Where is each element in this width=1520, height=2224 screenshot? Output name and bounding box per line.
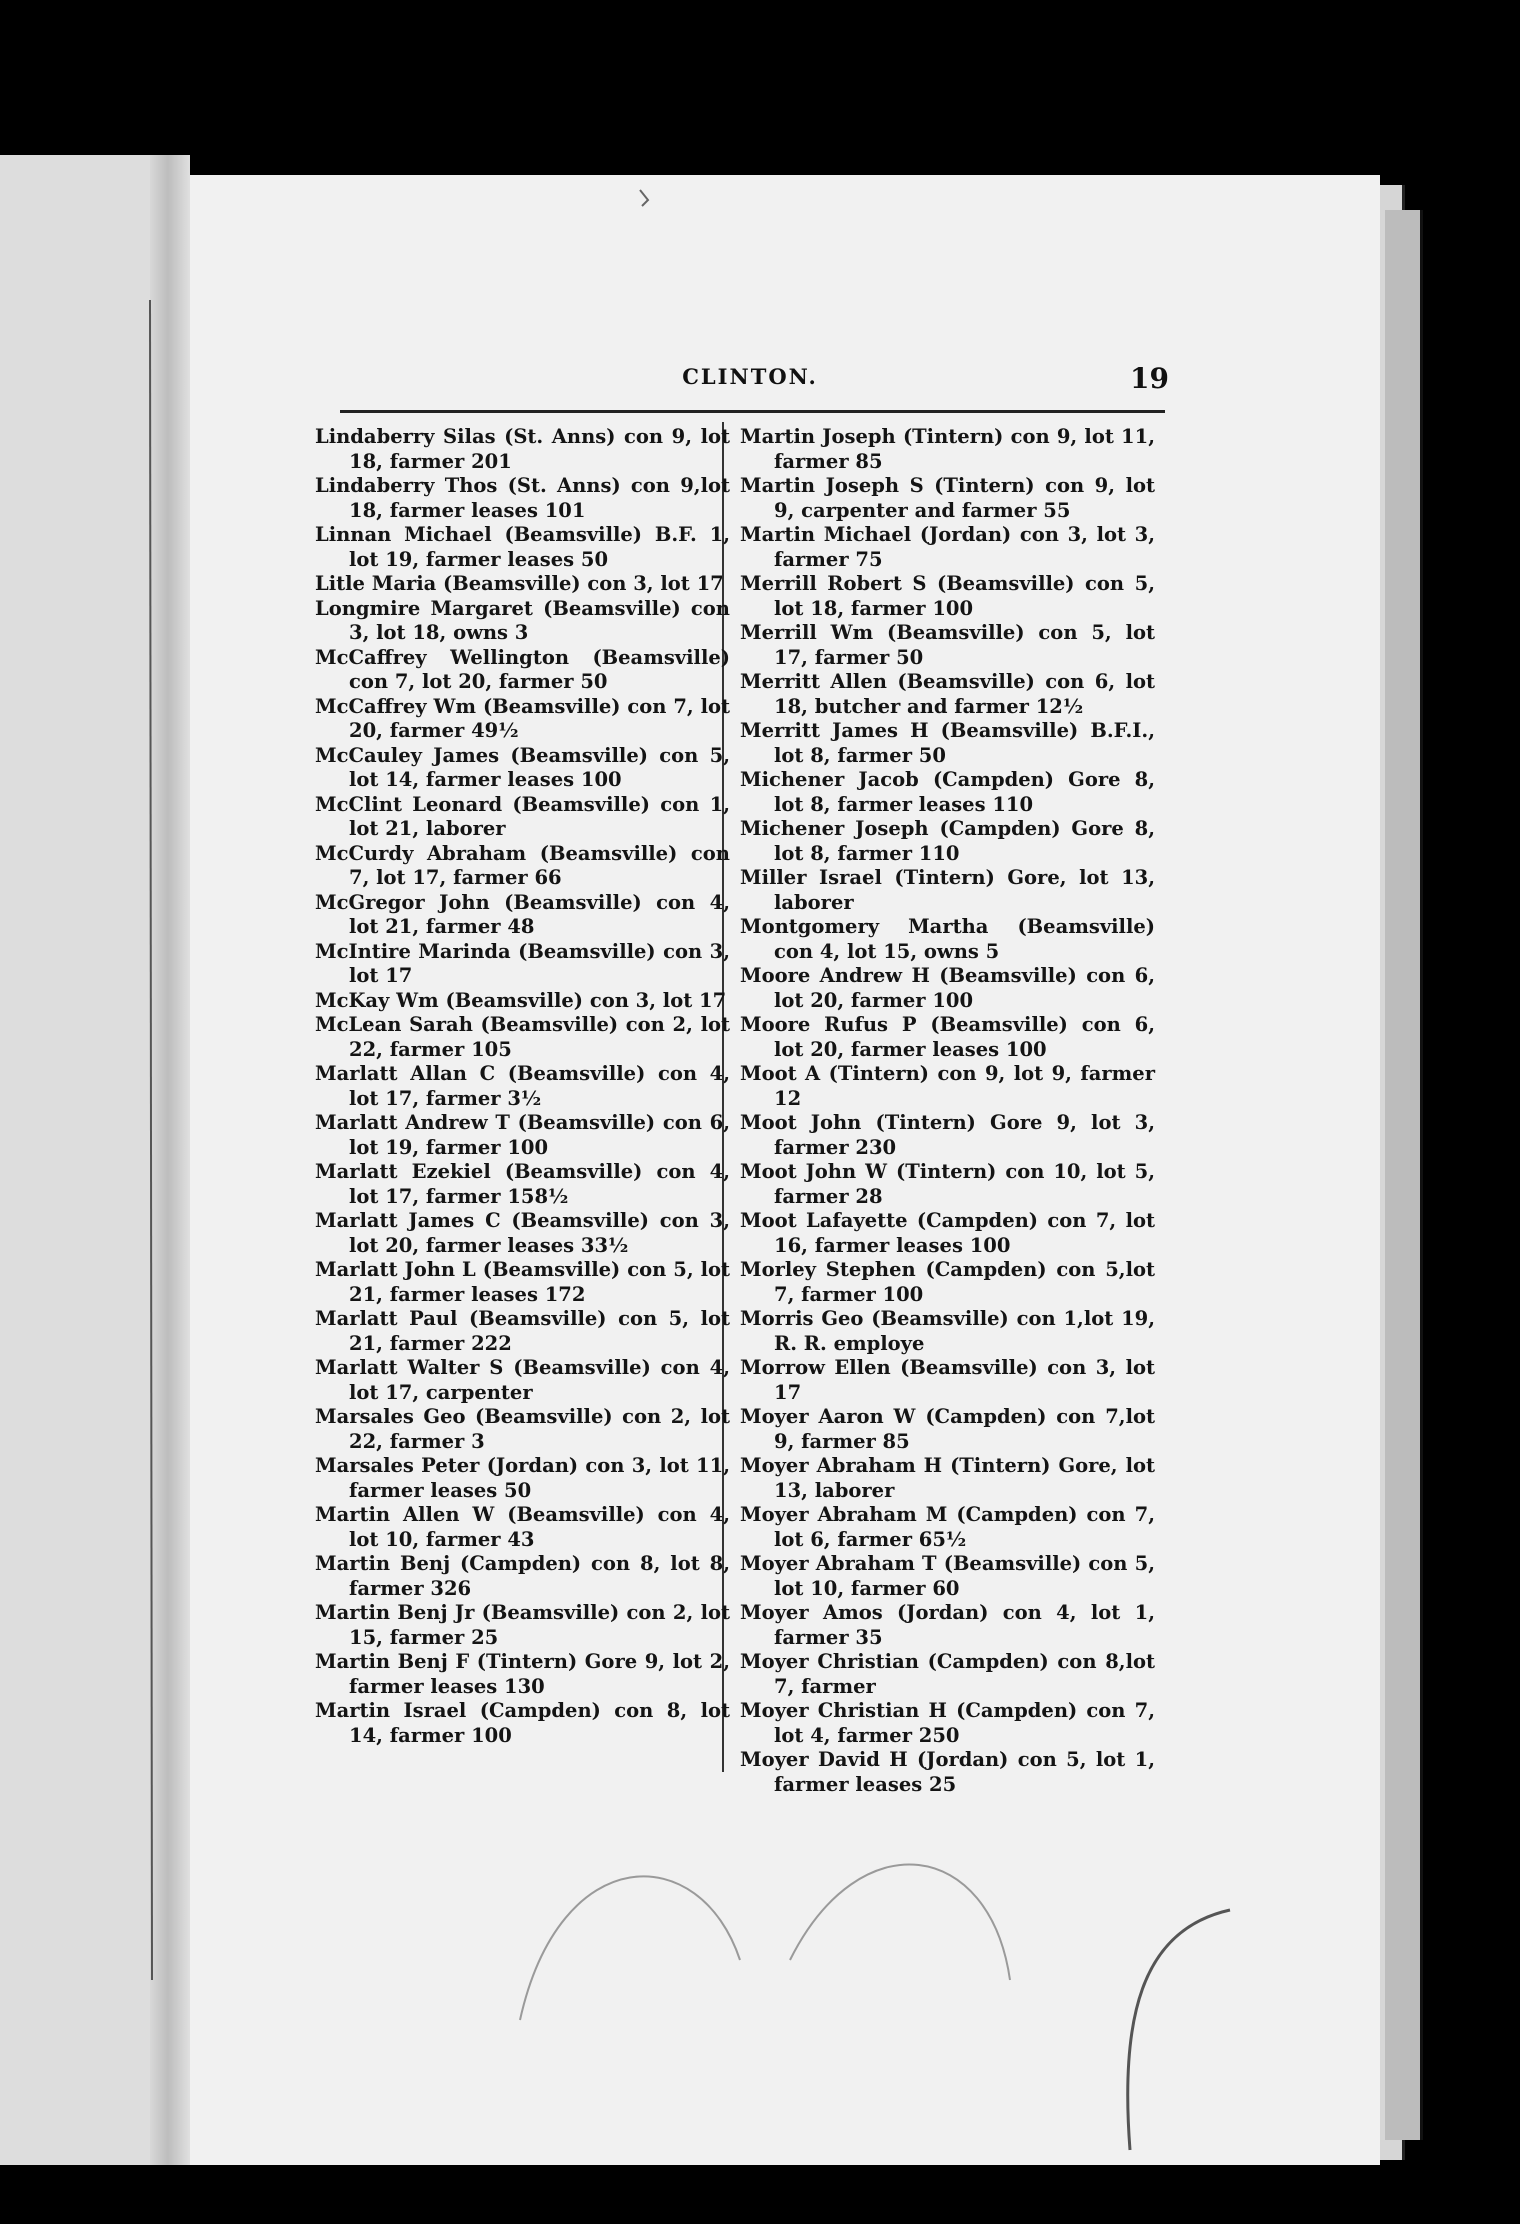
directory-entry: Marlatt Paul (Beamsville) con 5, lot 21, farmer 222 [315,1307,730,1355]
directory-entry: Moyer Abraham M (Campden) con 7, lot 6, farmer 65½ [740,1503,1155,1551]
directory-entry: Marsales Geo (Beamsville) con 2, lot 22, farmer 3 [315,1405,730,1453]
directory-entry: McCurdy Abraham (Beamsville) con 7, lot 17, farmer 66 [315,841,730,889]
directory-entry: McGregor John (Beamsville) con 4, lot 21, farmer 48 [315,890,730,938]
directory-entry: Martin Joseph (Tintern) con 9, lot 11, farmer 85 [740,425,1155,473]
directory-entry: Moot John (Tintern) Gore 9, lot 3, farmer 230 [740,1111,1155,1159]
directory-entry: Moyer Amos (Jordan) con 4, lot 1, farmer 35 [740,1601,1155,1649]
directory-entry: McClint Leonard (Beamsville) con 1, lot 21, laborer [315,792,730,840]
directory-entry: Martin Michael (Jordan) con 3, lot 3, farmer 75 [740,523,1155,571]
directory-column-left [315,425,730,1748]
directory-entry: Martin Allen W (Beamsville) con 4, lot 10, farmer 43 [315,1503,730,1551]
directory-entry: Longmire Margaret (Beamsville) con 3, lot 18, owns 3 [315,596,730,644]
directory-entry: McCaffrey Wm (Beamsville) con 7, lot 20, farmer 49½ [315,694,730,742]
directory-entry: Montgomery Martha (Beamsville) con 4, lot 15, owns 5 [740,915,1155,963]
directory-entry: McLean Sarah (Beamsville) con 2, lot 22, farmer 105 [315,1013,730,1061]
directory-entry: Moore Andrew H (Beamsville) con 6, lot 20, farmer 100 [740,964,1155,1012]
directory-entry: Moyer Christian (Campden) con 8,lot 7, farmer [740,1650,1155,1698]
directory-entry: McIntire Marinda (Beamsville) con 3, lot 17 [315,939,730,987]
directory-entry: Moot John W (Tintern) con 10, lot 5, farmer 28 [740,1160,1155,1208]
directory-entry: Marlatt Andrew T (Beamsville) con 6, lot 19, farmer 100 [315,1111,730,1159]
directory-entry: Martin Joseph S (Tintern) con 9, lot 9, carpenter and farmer 55 [740,474,1155,522]
running-header: CLINTON. [682,364,818,389]
directory-entry: Morley Stephen (Campden) con 5,lot 7, farmer 100 [740,1258,1155,1306]
directory-entry: Lindaberry Thos (St. Anns) con 9,lot 18, farmer leases 101 [315,474,730,522]
directory-entry: Martin Benj Jr (Beamsville) con 2, lot 15, farmer 25 [315,1601,730,1649]
directory-entry: Moyer Abraham T (Beamsville) con 5, lot 10, farmer 60 [740,1552,1155,1600]
directory-entry: Morris Geo (Beamsville) con 1,lot 19, R. R. employe [740,1307,1155,1355]
directory-entry: Michener Joseph (Campden) Gore 8, lot 8, farmer 110 [740,817,1155,865]
directory-entry: Moyer Abraham H (Tintern) Gore, lot 13, laborer [740,1454,1155,1502]
directory-entry: Merrill Robert S (Beamsville) con 5, lot 18, farmer 100 [740,572,1155,620]
directory-entry: Moyer Aaron W (Campden) con 7,lot 9, farmer 85 [740,1405,1155,1453]
directory-entry: Martin Israel (Campden) con 8, lot 14, farmer 100 [315,1699,730,1747]
directory-entry: McKay Wm (Beamsville) con 3, lot 17 [315,988,727,1012]
directory-entry: Marlatt Walter S (Beamsville) con 4, lot 17, carpenter [315,1356,730,1404]
directory-entry: McCaffrey Wellington (Beamsville) con 7, lot 20, farmer 50 [315,645,730,693]
directory-entry: Moot Lafayette (Campden) con 7, lot 16, farmer leases 100 [740,1209,1155,1257]
page-number: 19 [1130,362,1169,395]
directory-entry: Merritt James H (Beamsville) B.F.I., lot 8, farmer 50 [740,719,1155,767]
directory-entry: Marlatt Ezekiel (Beamsville) con 4, lot 17, farmer 158½ [315,1160,730,1208]
header-rule [340,410,1165,413]
directory-entry: Moot A (Tintern) con 9, lot 9, farmer 12 [740,1062,1155,1110]
directory-entry: Marlatt James C (Beamsville) con 3, lot 20, farmer leases 33½ [315,1209,730,1257]
directory-entry: Merritt Allen (Beamsville) con 6, lot 18, butcher and farmer 12½ [740,670,1155,718]
directory-entry: Moyer David H (Jordan) con 5, lot 1, farmer leases 25 [740,1748,1155,1796]
directory-entry: Martin Benj F (Tintern) Gore 9, lot 2, farmer leases 130 [315,1650,730,1698]
directory-entry: Martin Benj (Campden) con 8, lot 8, farmer 326 [315,1552,730,1600]
directory-entry: Linnan Michael (Beamsville) B.F. 1, lot 19, farmer leases 50 [315,523,730,571]
directory-entry: Moyer Christian H (Campden) con 7, lot 4, farmer 250 [740,1699,1155,1747]
directory-entry: Litle Maria (Beamsville) con 3, lot 17 [315,572,724,595]
directory-column-right [740,425,1155,1797]
directory-entry: Miller Israel (Tintern) Gore, lot 13, laborer [740,866,1155,914]
directory-entry: Marlatt Allan C (Beamsville) con 4, lot 17, farmer 3½ [315,1062,730,1110]
directory-entry: Morrow Ellen (Beamsville) con 3, lot 17 [740,1356,1155,1404]
directory-entry: McCauley James (Beamsville) con 5, lot 14, farmer leases 100 [315,743,730,791]
directory-entry: Moore Rufus P (Beamsville) con 6, lot 20, farmer leases 100 [740,1013,1155,1061]
directory-entry: Marlatt John L (Beamsville) con 5, lot 21, farmer leases 172 [315,1258,730,1306]
directory-entry: Marsales Peter (Jordan) con 3, lot 11, farmer leases 50 [315,1454,730,1502]
directory-entry: Michener Jacob (Campden) Gore 8, lot 8, farmer leases 110 [740,768,1155,816]
directory-entry: Lindaberry Silas (St. Anns) con 9, lot 18, farmer 201 [315,425,730,473]
directory-entry: Merrill Wm (Beamsville) con 5, lot 17, farmer 50 [740,621,1155,669]
